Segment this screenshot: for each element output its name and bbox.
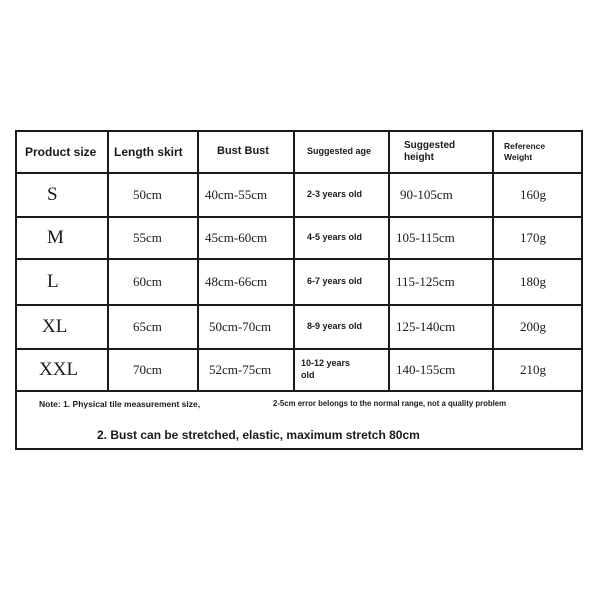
table-row xyxy=(17,174,581,218)
age-cell: 8-9 years old xyxy=(293,306,388,348)
header-product-size: Product size xyxy=(25,144,97,159)
header-row xyxy=(17,132,581,174)
weight-cell: 160g xyxy=(492,174,585,216)
age-cell: 2-3 years old xyxy=(293,174,388,216)
length-cell: 50cm xyxy=(107,174,197,216)
header-suggested-height: Suggested height xyxy=(388,132,492,172)
length-cell: 60cm xyxy=(107,260,197,304)
size-cell: S xyxy=(47,184,58,205)
age-cell: 6-7 years old xyxy=(293,260,388,304)
header-reference-weight: Reference Weight xyxy=(492,132,585,172)
bust-cell: 50cm-70cm xyxy=(197,306,293,348)
size-chart xyxy=(15,130,583,450)
height-cell: 140-155cm xyxy=(388,350,492,390)
length-cell: 70cm xyxy=(107,350,197,390)
height-cell: 115-125cm xyxy=(388,260,492,304)
bust-cell: 48cm-66cm xyxy=(197,260,293,304)
age-cell: 10-12 years old xyxy=(293,350,388,390)
weight-cell: 180g xyxy=(492,260,585,304)
size-cell: XL xyxy=(42,316,68,337)
table-row xyxy=(17,218,581,260)
header-length-skirt: Length skirt xyxy=(107,132,197,172)
length-cell: 65cm xyxy=(107,306,197,348)
length-cell: 55cm xyxy=(107,218,197,258)
height-cell: 90-105cm xyxy=(388,174,492,216)
height-cell: 125-140cm xyxy=(388,306,492,348)
age-cell: 4-5 years old xyxy=(293,218,388,258)
size-cell: M xyxy=(47,227,64,248)
note-line-2: 2. Bust can be stretched, elastic, maximum stretch 80cm xyxy=(97,428,420,442)
bust-cell: 52cm-75cm xyxy=(197,350,293,390)
height-cell: 105-115cm xyxy=(388,218,492,258)
header-bust: Bust Bust xyxy=(197,132,293,172)
note-line-1-extra: 2-5cm error belongs to the normal range, not a quality problem xyxy=(273,399,507,408)
table-row xyxy=(17,350,581,392)
header-suggested-age: Suggested age xyxy=(293,132,388,172)
weight-cell: 210g xyxy=(492,350,585,390)
table-row xyxy=(17,260,581,306)
bust-cell: 40cm-55cm xyxy=(197,174,293,216)
bust-cell: 45cm-60cm xyxy=(197,218,293,258)
weight-cell: 200g xyxy=(492,306,585,348)
size-cell: L xyxy=(47,271,59,292)
table-row xyxy=(17,306,581,350)
size-cell: XXL xyxy=(39,359,79,380)
weight-cell: 170g xyxy=(492,218,585,258)
note-line-1: Note: 1. Physical tile measurement size, xyxy=(39,399,201,409)
